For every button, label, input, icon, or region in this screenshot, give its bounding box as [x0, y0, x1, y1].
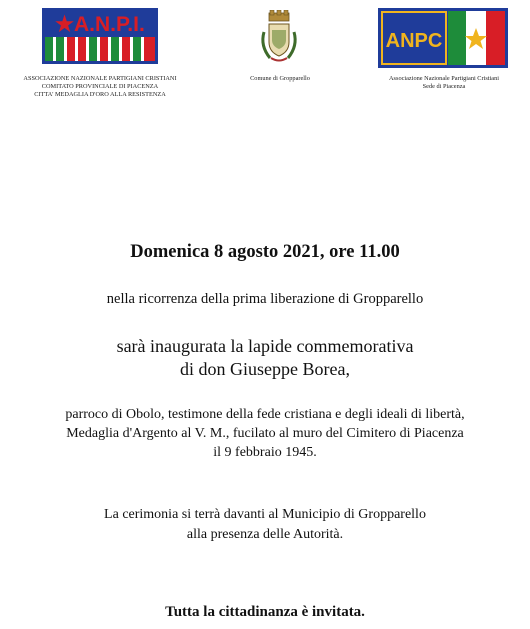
- biography-details: [0, 405, 530, 462]
- anpi-caption: [2, 75, 198, 99]
- anpi-logo: [42, 8, 158, 64]
- event-headline: Domenica 8 agosto 2021, ore 11.00: [130, 242, 400, 262]
- anpc-wordmark: ANPC: [385, 30, 443, 52]
- anpc-caption: [360, 75, 528, 91]
- anpc-logo: [378, 8, 508, 68]
- anpi-caption-line: ASSOCIAZIONE NAZIONALE PARTIGIANI CRISTIANI: [23, 75, 177, 82]
- occasion-text: nella ricorrenza della prima liberazione di Gropparello: [106, 291, 424, 307]
- details-line: Medaglia d'Argento al V. M., fucilato al muro del Cimitero di Piacenza: [66, 426, 464, 441]
- anpi-caption-line: COMITATO PROVINCIALE DI PIACENZA: [41, 83, 159, 90]
- inauguration-text: [0, 335, 530, 381]
- anpi-caption-line: CITTA' MEDAGLIA D'ORO ALLA RESISTENZA: [34, 91, 166, 98]
- anpi-wordmark: ★A.N.P.I.: [55, 13, 145, 36]
- municipal-crest-icon: [258, 10, 300, 66]
- ceremony-info: [0, 505, 530, 545]
- inauguration-line: di don Giuseppe Borea,: [180, 359, 350, 379]
- comune-caption: Comune di Gropparello: [250, 75, 310, 82]
- inauguration-line: sarà inaugurata la lapide commemorativa: [116, 336, 414, 356]
- ceremony-line: La cerimonia si terrà davanti al Municipio di Gropparello: [104, 507, 426, 522]
- ceremony-line: alla presenza delle Autorità.: [186, 527, 344, 542]
- invitation-text: Tutta la cittadinanza è invitata.: [165, 604, 365, 620]
- anpc-caption-line: Sede di Piacenza: [422, 83, 466, 90]
- anpc-caption-line: Associazione Nazionale Partigiani Cristiani: [389, 75, 499, 82]
- details-line: parroco di Obolo, testimone della fede cristiana e degli ideali di libertà,: [65, 407, 465, 422]
- details-line: il 9 febbraio 1945.: [213, 445, 317, 460]
